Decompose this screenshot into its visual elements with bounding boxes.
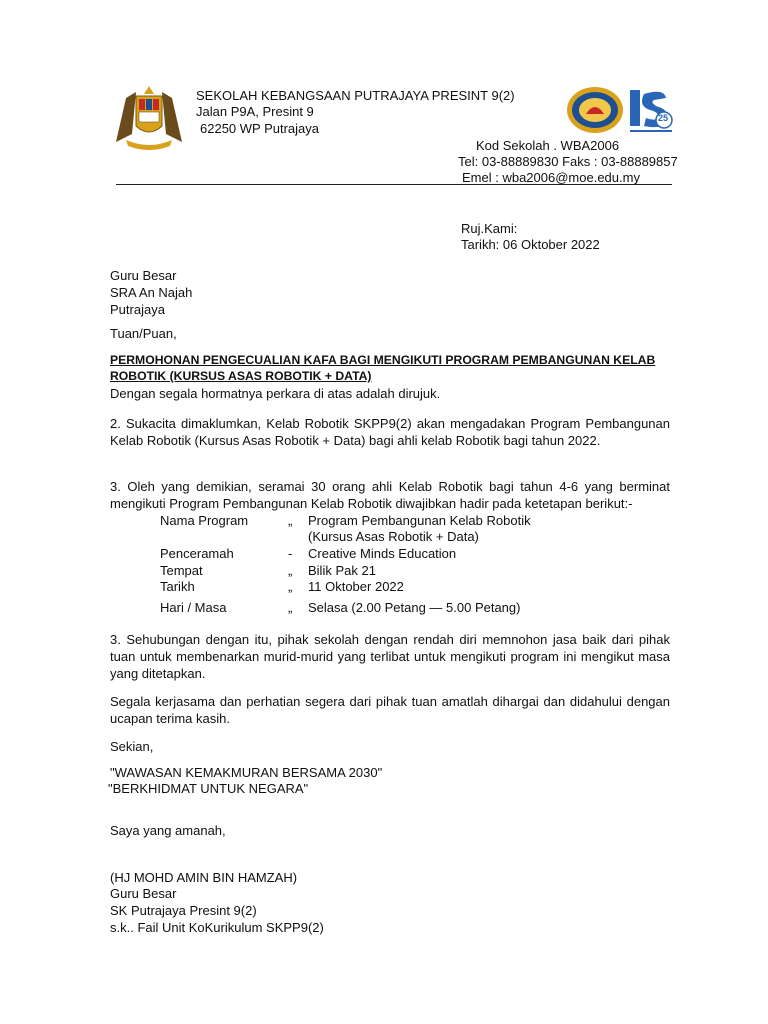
motto-1: "WAWASAN KEMAKMURAN BERSAMA 2030"	[110, 765, 383, 780]
national-crest-logo	[108, 82, 190, 154]
anniversary-badge-text: 25	[658, 113, 669, 123]
paragraph-2: 2. Sukacita dimaklumkan, Kelab Robotik SKPP9(2) akan mengadakan Program Pembangunan Kelab Robotik (Kursus Asas Robotik + Data) bagi ahli kelab Robotik bagi tahun 2022.	[110, 416, 670, 448]
paragraph-5: Segala kerjasama dan perhatian segera dari pihak tuan amatlah dihargai dan didahului dengan ucapan terima kasih.	[110, 694, 670, 726]
address-line-1: Jalan P9A, Presint 9	[196, 104, 314, 119]
subject-line-2: ROBOTIK (KURSUS ASAS ROBOTIK + DATA)	[110, 369, 372, 383]
school-code: Kod Sekolah . WBA2006	[476, 138, 620, 153]
letter-date: Tarikh: 06 Oktober 2022	[461, 237, 600, 252]
reference-number: Ruj.Kami:	[461, 221, 518, 236]
details-value: Creative Minds Education	[308, 546, 457, 561]
carbon-copy: s.k.. Fail Unit KoKurikulum SKPP9(2)	[110, 920, 324, 935]
subject-line-1: PERMOHONAN PENGECUALIAN KAFA BAGI MENGIKUTI PROGRAM PEMBANGUNAN KELAB	[110, 353, 656, 367]
signatory-name: (HJ MOHD AMIN BIN HAMZAH)	[110, 870, 298, 885]
recipient-line-3: Putrajaya	[110, 302, 165, 317]
phone-fax: Tel: 03-88889830 Faks : 03-88889857	[458, 154, 678, 169]
recipient-line-1: Guru Besar	[110, 268, 177, 283]
details-value: Selasa (2.00 Petang — 5.00 Petang)	[308, 600, 521, 615]
paragraph-4: 3. Sehubungan dengan itu, pihak sekolah dengan rendah diri memnohon jasa baik dari pihak tuan untuk membenarkan murid-murid yang terlibat untuk mengikuti program ini mengikut masa yang ditetapkan.	[110, 632, 670, 681]
school-name: SEKOLAH KEBANGSAAN PUTRAJAYA PRESINT 9(2)	[196, 88, 515, 103]
email: Emel : wba2006@moe.edu.my	[462, 170, 640, 185]
paragraph-3: 3. Oleh yang demikian, seramai 30 orang ahli Kelab Robotik bagi tahun 4-6 yang berminat mengikuti Program Pembangunan Kelab Robotik diwajibkan hadir pada ketetapan berikut:-	[110, 479, 670, 511]
details-label: Tarikh	[160, 579, 195, 594]
intro-paragraph: Dengan segala hormatnya perkara di atas adalah dirujuk.	[110, 386, 441, 401]
details-separator: „	[288, 513, 293, 528]
closing-amanah: Saya yang amanah,	[110, 823, 226, 838]
header-divider	[116, 184, 672, 185]
details-value: Bilik Pak 21	[308, 563, 376, 578]
details-label: Tempat	[160, 563, 203, 578]
details-value: Program Pembangunan Kelab Robotik	[308, 513, 531, 528]
signatory-school: SK Putrajaya Presint 9(2)	[110, 903, 257, 918]
details-separator: „	[288, 600, 293, 615]
details-label: Nama Program	[160, 513, 249, 528]
details-value: 11 Oktober 2022	[308, 579, 404, 594]
closing-sekian: Sekian,	[110, 739, 154, 754]
salutation: Tuan/Puan,	[110, 326, 177, 341]
details-label: Penceramah	[160, 546, 234, 561]
details-separator: „	[288, 563, 293, 578]
details-separator: „	[288, 579, 293, 594]
recipient-line-2: SRA An Najah	[110, 285, 193, 300]
details-label: Hari / Masa	[160, 600, 227, 615]
school-emblem-logo	[566, 86, 624, 134]
anniversary-logo	[628, 86, 674, 136]
details-separator: -	[288, 546, 293, 561]
details-value: (Kursus Asas Robotik + Data)	[308, 529, 479, 544]
address-line-2: 62250 WP Putrajaya	[200, 121, 319, 136]
motto-2: "BERKHIDMAT UNTUK NEGARA"	[108, 781, 309, 796]
signatory-title: Guru Besar	[110, 886, 177, 901]
